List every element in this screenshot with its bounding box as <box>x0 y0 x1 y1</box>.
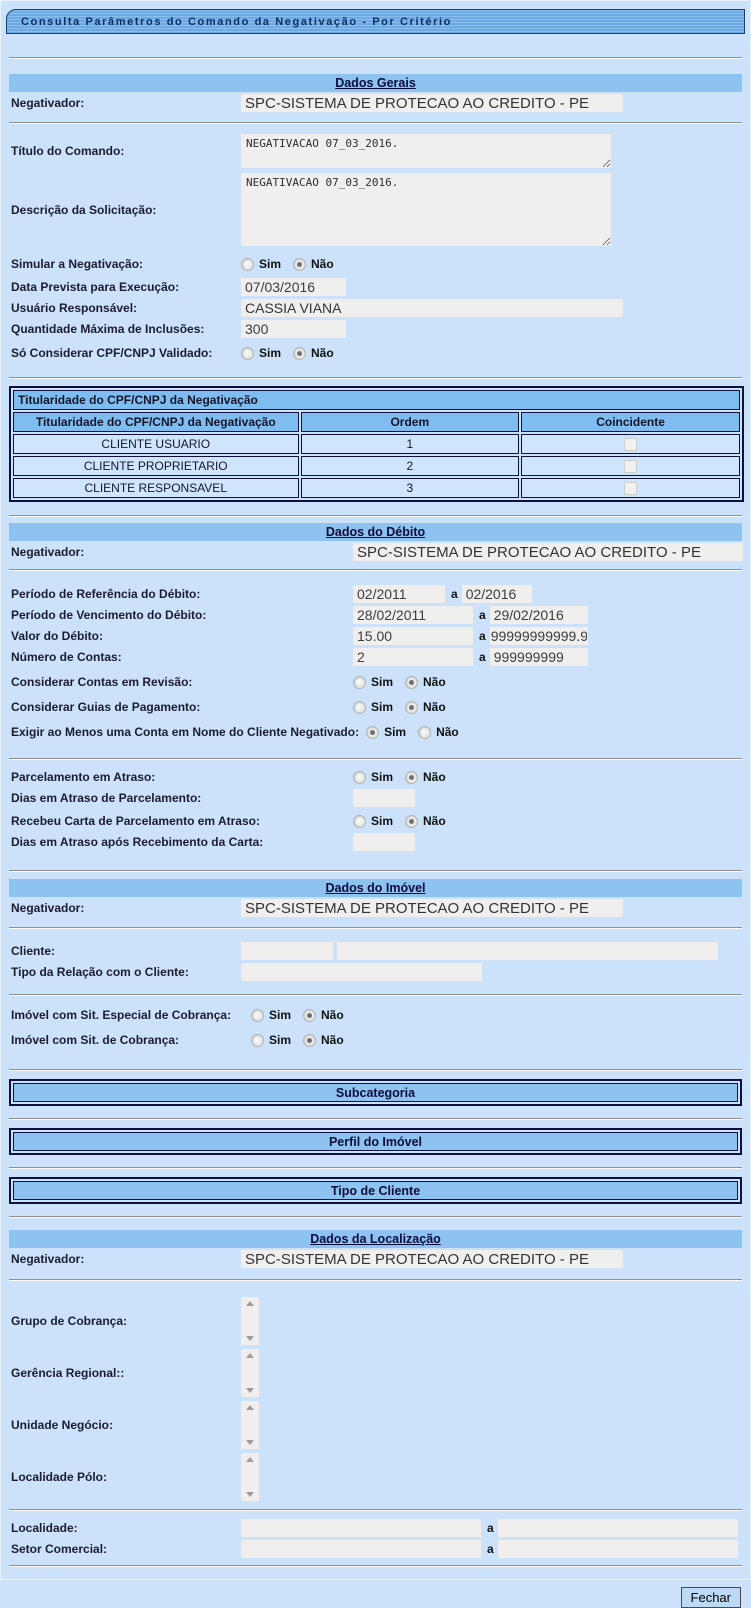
setor-comercial-label: Setor Comercial: <box>11 1542 108 1556</box>
parcelamento-atraso-row <box>1 768 750 786</box>
localidade-from-input[interactable] <box>241 1519 481 1537</box>
divider <box>9 1565 742 1567</box>
dados-localizacao-header <box>9 1230 742 1248</box>
radio-option-sim[interactable]: Sim <box>353 700 393 714</box>
column-header-titularidade: Titularidade do CPF/CNPJ da Negativação <box>13 412 299 432</box>
divider <box>9 122 742 124</box>
titularidade-cell: CLIENTE RESPONSAVEL <box>13 478 299 498</box>
titularidade-cell: CLIENTE PROPRIETARIO <box>13 456 299 476</box>
dados-imovel-header <box>9 879 742 897</box>
perfil-imovel-bar <box>9 1128 742 1155</box>
window-title-bar <box>6 9 745 34</box>
table-row <box>13 434 740 454</box>
data-prevista-row <box>1 278 750 296</box>
radio-option-nao[interactable]: Não <box>405 700 446 714</box>
scroll-down-icon[interactable] <box>246 1492 254 1497</box>
so-considerar-validado-row <box>1 344 750 362</box>
radio-icon[interactable] <box>366 726 379 739</box>
dias-apos-carta-row <box>1 833 750 851</box>
radio-icon[interactable] <box>405 771 418 784</box>
radio-icon[interactable] <box>418 726 431 739</box>
periodo-vencimento-to-input[interactable] <box>490 606 588 624</box>
localidade-to-input[interactable] <box>498 1519 738 1537</box>
titulo-comando-label: Título do Comando: <box>11 144 125 158</box>
setor-comercial-to-input[interactable] <box>498 1540 738 1558</box>
guias-pagamento-row <box>1 698 750 716</box>
radio-option-nao[interactable]: Não <box>303 1008 344 1022</box>
periodo-referencia-from-input[interactable] <box>353 585 445 603</box>
divider <box>9 569 742 571</box>
numero-contas-row <box>1 648 750 666</box>
periodo-referencia-to-input[interactable] <box>462 585 532 603</box>
radio-option-sim[interactable]: Sim <box>241 346 281 360</box>
exigir-conta-nome-label: Exigir ao Menos uma Conta em Nome do Cliente Negativado: <box>11 725 360 739</box>
localidade-polo-listbox[interactable] <box>241 1453 259 1501</box>
footer <box>1 1587 750 1608</box>
cliente-codigo-input[interactable] <box>241 942 333 960</box>
titularidade-cell: CLIENTE USUARIO <box>13 434 299 454</box>
negativador-row <box>1 543 750 561</box>
ordem-cell: 2 <box>301 456 520 476</box>
section-dados-debito <box>1 523 750 851</box>
divider <box>9 1167 742 1169</box>
negativador-label: Negativador: <box>11 96 85 110</box>
radio-icon[interactable] <box>405 676 418 689</box>
tipo-cliente-bar <box>9 1177 742 1204</box>
range-separator: a <box>479 608 486 622</box>
coincidente-checkbox[interactable] <box>624 438 637 451</box>
guias-pagamento-label: Considerar Guias de Pagamento: <box>11 700 201 714</box>
divider <box>9 1118 742 1120</box>
sit-especial-cobranca-row <box>1 1006 750 1024</box>
coincidente-cell <box>521 478 740 498</box>
periodo-vencimento-from-input[interactable] <box>353 606 473 624</box>
tipo-relacao-row <box>1 963 750 981</box>
divider <box>9 870 742 872</box>
usuario-responsavel-row <box>1 299 750 317</box>
scroll-up-icon[interactable] <box>246 1301 254 1306</box>
simular-negativacao-label: Simular a Negativação: <box>11 257 144 271</box>
table-row <box>13 478 740 498</box>
setor-comercial-from-input[interactable] <box>241 1540 481 1558</box>
radio-icon[interactable] <box>293 347 306 360</box>
titularidade-caption: Titularidade do CPF/CNPJ da Negativação <box>13 390 740 410</box>
parcelamento-atraso-label: Parcelamento em Atraso: <box>11 770 156 784</box>
dados-gerais-link[interactable]: Dados Gerais <box>335 76 416 90</box>
table-caption-row <box>13 390 740 410</box>
coincidente-cell <box>521 456 740 476</box>
divider <box>9 1069 742 1071</box>
descricao-solicitacao-row <box>1 173 750 246</box>
quantidade-maxima-label: Quantidade Máxima de Inclusões: <box>11 322 205 336</box>
radio-option-nao[interactable]: Não <box>418 725 459 739</box>
ordem-cell: 3 <box>301 478 520 498</box>
sit-cobranca-radio-group <box>251 1033 356 1047</box>
gerencia-regional-row <box>1 1349 750 1397</box>
negativador-input[interactable] <box>241 94 623 112</box>
tipo-relacao-input[interactable] <box>241 963 482 981</box>
simular-negativacao-row <box>1 255 750 273</box>
dados-gerais-header <box>9 74 742 92</box>
valor-debito-row <box>1 627 750 645</box>
column-header-coincidente: Coincidente <box>521 412 740 432</box>
scroll-up-icon[interactable] <box>246 1353 254 1358</box>
sit-especial-cobranca-label: Imóvel com Sit. Especial de Cobrança: <box>11 1008 232 1022</box>
contas-revisao-row <box>1 673 750 691</box>
quantidade-maxima-input[interactable] <box>241 320 346 338</box>
grupo-cobranca-listbox[interactable] <box>241 1297 259 1345</box>
section-dados-gerais <box>1 74 750 362</box>
recebeu-carta-radio-group <box>353 814 458 828</box>
dias-atraso-parcelamento-label: Dias em Atraso de Parcelamento: <box>11 791 202 805</box>
radio-icon[interactable] <box>405 701 418 714</box>
scroll-up-icon[interactable] <box>246 1457 254 1462</box>
coincidente-checkbox[interactable] <box>624 460 637 473</box>
range-separator: a <box>487 1521 494 1535</box>
descricao-solicitacao-textarea[interactable] <box>241 173 611 246</box>
unidade-negocio-label: Unidade Negócio: <box>11 1418 114 1432</box>
radio-icon[interactable] <box>241 258 254 271</box>
sit-cobranca-row <box>1 1031 750 1049</box>
radio-icon[interactable] <box>353 701 366 714</box>
page-title: Consulta Parâmetros do Comando da Negativação - Por Critério <box>21 15 452 28</box>
radio-option-nao[interactable]: Não <box>293 346 334 360</box>
exigir-conta-nome-radio-group <box>366 725 471 739</box>
radio-icon[interactable] <box>405 815 418 828</box>
radio-icon[interactable] <box>303 1034 316 1047</box>
data-prevista-input[interactable] <box>241 278 346 296</box>
descricao-solicitacao-label: Descrição da Solicitação: <box>11 202 157 217</box>
divider <box>9 1509 742 1511</box>
radio-icon[interactable] <box>353 676 366 689</box>
table-header-row <box>13 412 740 432</box>
divider <box>9 1279 742 1281</box>
contas-revisao-label: Considerar Contas em Revisão: <box>11 675 193 689</box>
tipo-cliente-title: Tipo de Cliente <box>13 1181 738 1200</box>
dados-debito-header <box>9 523 742 541</box>
radio-option-nao[interactable]: Não <box>303 1033 344 1047</box>
localidade-row <box>1 1519 750 1537</box>
recebeu-carta-row <box>1 812 750 830</box>
perfil-imovel-title: Perfil do Imóvel <box>13 1132 738 1151</box>
radio-option-nao[interactable]: Não <box>405 675 446 689</box>
divider <box>9 927 742 929</box>
radio-option-nao[interactable]: Não <box>405 814 446 828</box>
radio-option-nao[interactable]: Não <box>405 770 446 784</box>
negativador-row <box>1 899 750 917</box>
valor-debito-from-input[interactable] <box>353 627 473 645</box>
localidade-label: Localidade: <box>11 1521 78 1535</box>
ordem-cell: 1 <box>301 434 520 454</box>
subcategoria-bar <box>9 1079 742 1106</box>
radio-icon[interactable] <box>353 771 366 784</box>
dados-imovel-link[interactable]: Dados do Imóvel <box>325 881 426 895</box>
negativador-row <box>1 94 750 112</box>
radio-icon[interactable] <box>251 1009 264 1022</box>
numero-contas-label: Número de Contas: <box>11 650 122 664</box>
recebeu-carta-label: Recebeu Carta de Parcelamento em Atraso: <box>11 814 260 828</box>
negativador-input[interactable] <box>241 899 623 917</box>
radio-option-sim[interactable]: Sim <box>251 1033 291 1047</box>
radio-icon[interactable] <box>241 347 254 360</box>
dias-apos-carta-input[interactable] <box>353 833 415 851</box>
radio-icon[interactable] <box>293 258 306 271</box>
divider <box>9 515 742 517</box>
radio-option-sim[interactable]: Sim <box>353 814 393 828</box>
sit-cobranca-label: Imóvel com Sit. de Cobrança: <box>11 1033 180 1047</box>
negativador-label: Negativador: <box>11 901 85 915</box>
gerencia-regional-label: Gerência Regional:: <box>11 1366 125 1380</box>
divider <box>9 994 742 996</box>
radio-option-sim[interactable]: Sim <box>251 1008 291 1022</box>
tipo-relacao-label: Tipo da Relação com o Cliente: <box>11 965 189 979</box>
cliente-label: Cliente: <box>11 944 56 958</box>
exigir-conta-nome-row <box>1 723 750 741</box>
divider <box>9 758 742 760</box>
numero-contas-from-input[interactable] <box>353 648 473 666</box>
section-dados-imovel <box>1 879 750 1049</box>
cliente-nome-input[interactable] <box>337 942 718 960</box>
radio-option-sim[interactable]: Sim <box>353 675 393 689</box>
divider <box>9 377 742 379</box>
negativador-label: Negativador: <box>11 545 85 559</box>
so-considerar-validado-label: Só Considerar CPF/CNPJ Validado: <box>11 346 213 360</box>
radio-icon[interactable] <box>353 815 366 828</box>
section-dados-localizacao <box>1 1230 750 1558</box>
so-considerar-validado-radio-group <box>241 346 346 360</box>
range-separator: a <box>487 1542 494 1556</box>
radio-option-sim[interactable]: Sim <box>353 770 393 784</box>
valor-debito-to-input[interactable] <box>490 627 588 645</box>
periodo-vencimento-row <box>1 606 750 624</box>
coincidente-cell <box>521 434 740 454</box>
titularidade-table <box>9 386 744 502</box>
range-separator: a <box>479 629 486 643</box>
dias-apos-carta-label: Dias em Atraso após Recebimento da Carta: <box>11 835 264 849</box>
range-separator: a <box>451 587 458 601</box>
scroll-up-icon[interactable] <box>246 1405 254 1410</box>
scroll-down-icon[interactable] <box>246 1388 254 1393</box>
titulo-comando-textarea[interactable] <box>241 134 611 168</box>
radio-option-nao[interactable]: Não <box>293 257 334 271</box>
cliente-row <box>1 942 750 960</box>
usuario-responsavel-input[interactable] <box>241 299 623 317</box>
titulo-comando-row <box>1 134 750 168</box>
simular-negativacao-radio-group <box>241 257 346 271</box>
numero-contas-to-input[interactable] <box>490 648 588 666</box>
contas-revisao-radio-group <box>353 675 458 689</box>
divider <box>9 57 742 59</box>
periodo-referencia-row <box>1 585 750 603</box>
data-prevista-label: Data Prevista para Execução: <box>11 280 180 294</box>
scroll-down-icon[interactable] <box>246 1440 254 1445</box>
valor-debito-label: Valor do Débito: <box>11 629 104 643</box>
dias-atraso-parcelamento-input[interactable] <box>353 789 415 807</box>
radio-option-sim[interactable]: Sim <box>366 725 406 739</box>
unidade-negocio-listbox[interactable] <box>241 1401 259 1449</box>
divider <box>9 1216 742 1218</box>
setor-comercial-row <box>1 1540 750 1558</box>
coincidente-checkbox[interactable] <box>624 482 637 495</box>
negativador-input[interactable] <box>353 543 743 561</box>
fechar-button[interactable]: Fechar <box>681 1587 741 1608</box>
grupo-cobranca-row <box>1 1297 750 1345</box>
grupo-cobranca-label: Grupo de Cobrança: <box>11 1314 128 1328</box>
periodo-referencia-label: Período de Referência do Débito: <box>11 587 201 601</box>
usuario-responsavel-label: Usuário Responsável: <box>11 301 138 315</box>
radio-option-sim[interactable]: Sim <box>241 257 281 271</box>
table-row <box>13 456 740 476</box>
quantidade-maxima-row <box>1 320 750 338</box>
column-header-ordem: Ordem <box>301 412 520 432</box>
negativador-label: Negativador: <box>11 1252 85 1266</box>
localidade-polo-label: Localidade Pólo: <box>11 1470 108 1484</box>
subcategoria-title: Subcategoria <box>13 1083 738 1102</box>
unidade-negocio-row <box>1 1401 750 1449</box>
negativador-input[interactable] <box>241 1250 623 1268</box>
periodo-vencimento-label: Período de Vencimento do Débito: <box>11 608 207 622</box>
parcelamento-atraso-radio-group <box>353 770 458 784</box>
dados-localizacao-link[interactable]: Dados da Localização <box>310 1232 441 1246</box>
dias-atraso-parcelamento-row <box>1 789 750 807</box>
negativador-row <box>1 1250 750 1268</box>
dados-debito-link[interactable]: Dados do Débito <box>325 525 426 539</box>
localidade-polo-row <box>1 1453 750 1501</box>
guias-pagamento-radio-group <box>353 700 458 714</box>
radio-icon[interactable] <box>303 1009 316 1022</box>
range-separator: a <box>479 650 486 664</box>
gerencia-regional-listbox[interactable] <box>241 1349 259 1397</box>
radio-icon[interactable] <box>251 1034 264 1047</box>
scroll-down-icon[interactable] <box>246 1336 254 1341</box>
sit-especial-cobranca-radio-group <box>251 1008 356 1022</box>
